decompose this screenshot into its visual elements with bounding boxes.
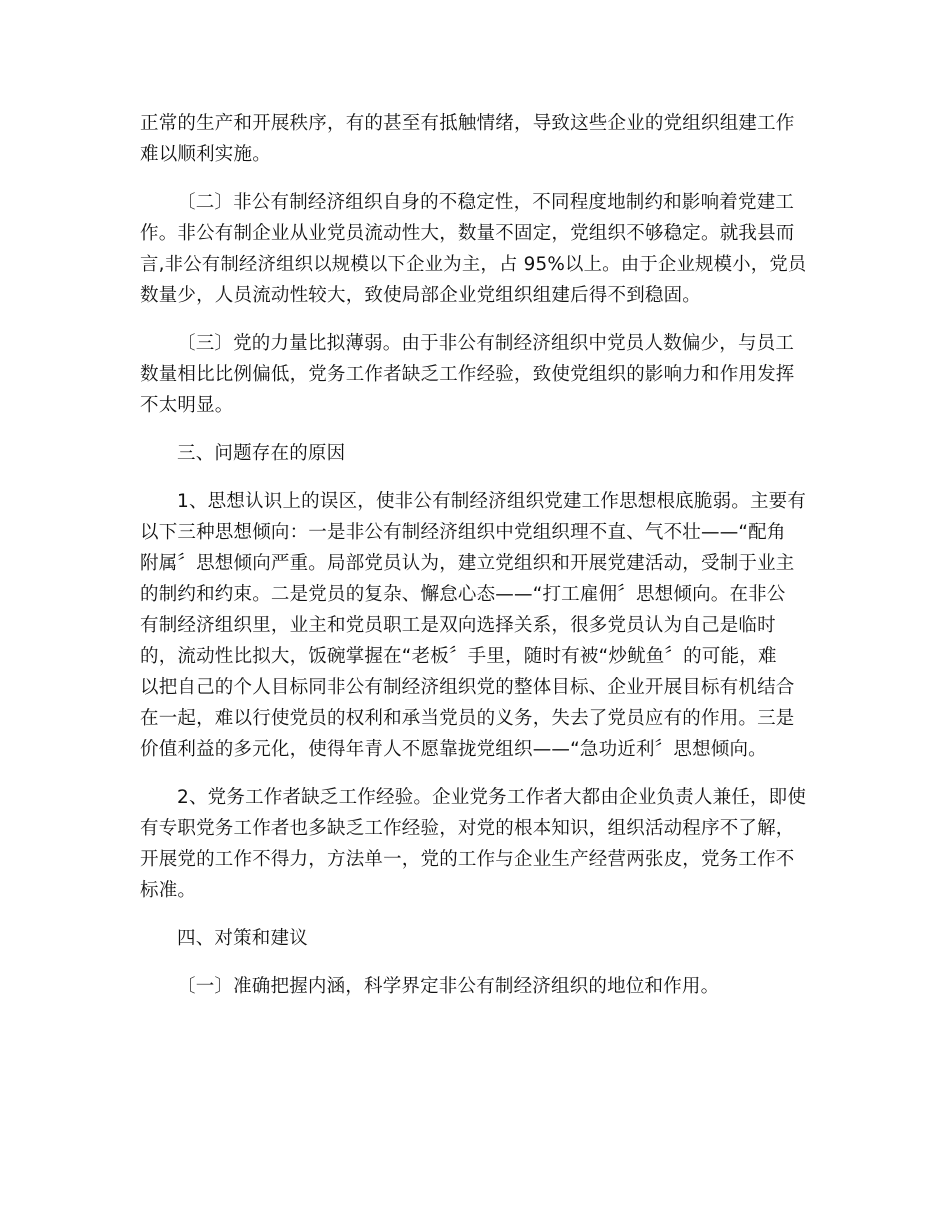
section-heading-causes bbox=[140, 438, 810, 469]
paragraph-first-measure bbox=[140, 971, 810, 1002]
text-line: 有专职党务工作者也多缺乏工作经验，对党的根本知识，组织活动程序不了解， bbox=[140, 818, 795, 839]
heading-text: 三、问题存在的原因 bbox=[177, 443, 346, 464]
paragraph-instability bbox=[140, 187, 810, 311]
text-line: 〔一〕准确把握内涵，科学界定非公有制经济组织的地位和作用。 bbox=[177, 976, 720, 997]
text-line: 〔二〕非公有制经济组织自身的不稳定性，不同程度地制约和影响着党建工 bbox=[177, 192, 795, 213]
text-line: 以下三种思想倾向：一是非公有制经济组织中党组织理不直、气不壮——“配角 bbox=[140, 522, 786, 543]
document-body bbox=[140, 108, 810, 1019]
text-line: 附属〞思想倾向严重。局部党员认为，建立党组织和开展党建活动，受制于业主 bbox=[140, 553, 795, 574]
text-line: 的制约和约束。二是党员的复杂、懈怠心态——“打工雇佣〞思想倾向。在非公 bbox=[140, 584, 786, 605]
text-line: 数量少，人员流动性较大，致使局部企业党组织组建后得不到稳固。 bbox=[140, 285, 702, 306]
text-line: 不太明显。 bbox=[140, 395, 234, 416]
paragraph-continuation bbox=[140, 108, 810, 170]
text-line: 作。非公有制企业从业党员流动性大，数量不固定，党组织不够稳定。就我县而 bbox=[140, 223, 795, 244]
text-line: 难以顺利实施。 bbox=[140, 144, 271, 165]
text-line: 开展党的工作不得力，方法单一，党的工作与企业生产经营两张皮，党务工作不 bbox=[140, 849, 795, 870]
text-line: 1、思想认识上的误区，使非公有制经济组织党建工作思想根底脆弱。主要有 bbox=[177, 491, 807, 512]
text-line: 数量相比比例偏低，党务工作者缺乏工作经验，致使党组织的影响力和作用发挥 bbox=[140, 364, 795, 385]
text-line: 2、党务工作者缺乏工作经验。企业党务工作者大都由企业负责人兼任，即使 bbox=[177, 787, 807, 808]
heading-text: 四、对策和建议 bbox=[177, 928, 308, 949]
text-line: 以把自己的个人目标同非公有制经济组织党的整体目标、企业开展目标有机结合 bbox=[140, 677, 795, 698]
text-line: 言,非公有制经济组织以规模以下企业为主，占 95%以上。由于企业规模小，党员 bbox=[140, 254, 807, 275]
paragraph-ideological-misconceptions bbox=[140, 486, 810, 765]
section-heading-countermeasures bbox=[140, 923, 810, 954]
text-line: 正常的生产和开展秩序，有的甚至有抵触情绪，导致这些企业的党组织组建工作 bbox=[140, 113, 795, 134]
text-line: 标准。 bbox=[140, 880, 197, 901]
text-line: 有制经济组织里，业主和党员职工是双向选择关系，很多党员认为自己是临时 bbox=[140, 615, 776, 636]
text-line: 〔三〕党的力量比拟薄弱。由于非公有制经济组织中党员人数偏少，与员工 bbox=[177, 333, 795, 354]
text-line: 价值利益的多元化，使得年青人不愿靠拢党组织——“急功近利〞思想倾向。 bbox=[140, 739, 767, 760]
text-line: 在一起，难以行使党员的权利和承当党员的义务，失去了党员应有的作用。三是 bbox=[140, 708, 795, 729]
text-line: 的，流动性比拟大，饭碗掌握在“老板〞手里，随时有被“炒鱿鱼〞的可能，难 bbox=[140, 646, 777, 667]
paragraph-lack-experience bbox=[140, 782, 810, 906]
paragraph-weak-strength bbox=[140, 328, 810, 421]
